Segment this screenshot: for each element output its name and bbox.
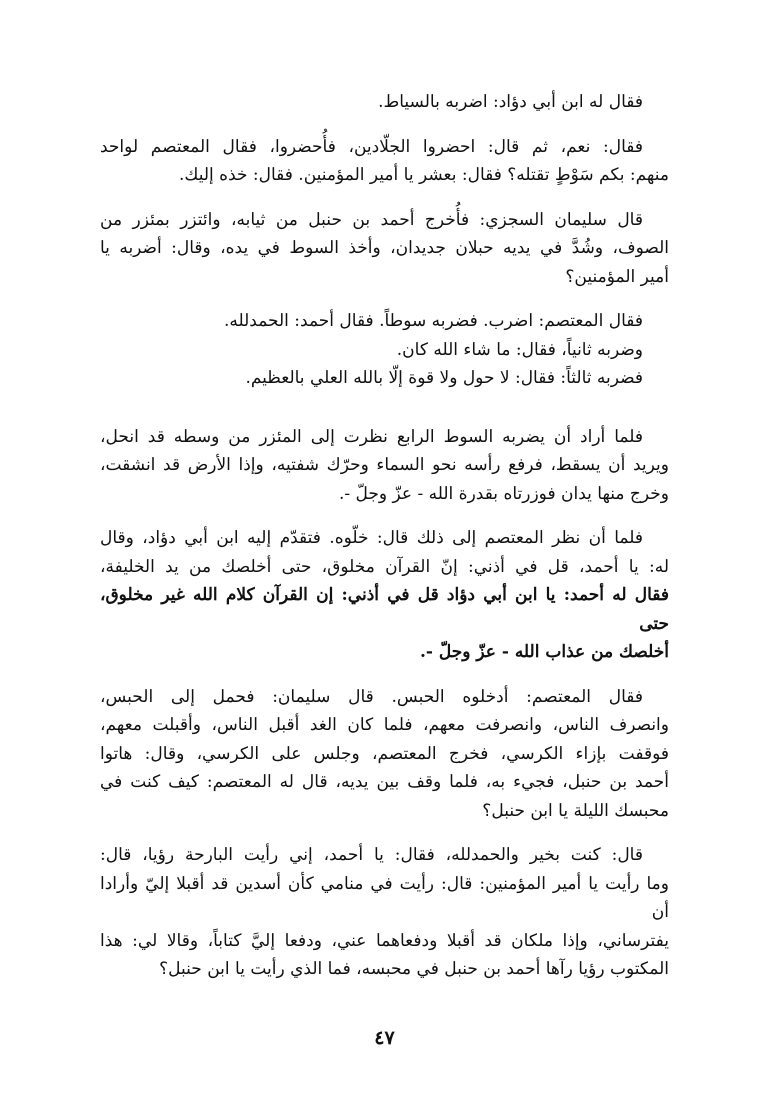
text-line: فضربه ثالثاً: فقال: لا حول ولا قوة إلّا بالله العلي بالعظيم. [245, 368, 643, 388]
text-line: فوقفت بإزاء الكرسي، فخرج المعتصم، وجلس على الكرسي، وقال: هاتوا [100, 743, 669, 764]
paragraph-2 [100, 133, 669, 190]
paragraph-5 [100, 423, 669, 509]
text-line: يفترساني، وإذا ملكان قد أقبلا ودفعاهما عني، ودفعا إليَّ كتاباً، وقالا لي: هذا [100, 930, 669, 951]
page-number: ٤٧ [374, 1027, 395, 1049]
text-line: وانصرف الناس، وانصرفت معهم، فلما كان الغد أقبل الناس، وأقبلت معهم، [100, 715, 669, 735]
text-line: وما رأيت يا أمير المؤمنين: قال: رأيت في منامي كأن أسدين قد أقبلا إليّ وأرادا أن [100, 873, 669, 922]
text-line: أمير المؤمنين؟ [565, 266, 669, 287]
spacer [100, 409, 669, 423]
text-line: فقال له ابن أبي دؤاد: اضربه بالسياط. [378, 92, 643, 112]
text-line: أخلصك من عذاب الله - عزّ وجلّ -. [420, 642, 669, 662]
paragraph-4 [100, 307, 669, 393]
text-line: فقال المعتصم: أدخلوه الحبس. قال سليمان: فحمل إلى الحبس، [100, 686, 643, 707]
bold-line [100, 581, 669, 638]
text-line: ويريد أن يسقط، فرفع رأسه نحو السماء وحرّك شفتيه، وإذا الأرض قد انشقت، [100, 455, 669, 475]
text-line: قال: كنت بخير والحمدلله، فقال: يا أحمد، إني رأيت البارحة رؤيا، قال: [100, 845, 643, 865]
bold-text: يا ابن أبي دؤاد قل في أذني: إن القرآن كلام الله غير مخلوق، حتى [100, 585, 669, 634]
text-line: منهم: بكم سَوْطٍ تقتله؟ فقال: بعشر يا أمير المؤمنين. فقال: خذه إليك. [179, 165, 669, 185]
text-line: محبسك الليلة يا ابن حنبل؟ [482, 800, 669, 821]
text-line: وخرج منها يدان فوزرتاه بقدرة الله - عزّ وجلّ -. [339, 483, 669, 504]
text-line: وضربه ثانياً، فقال: ما شاء الله كان. [396, 339, 643, 360]
text-line: فقال المعتصم: اضرب. فضربه سوطاً. فقال أحمد: الحمدلله. [223, 311, 643, 331]
paragraph-3 [100, 206, 669, 292]
text-line: المكتوب رؤيا رآها أحمد بن حنبل في محبسه، فما الذي رأيت يا ابن حنبل؟ [159, 959, 669, 979]
paragraph-1 [100, 88, 669, 117]
text-line: له: يا أحمد، قل في أذني: إنّ القرآن مخلوق، حتى أخلصك من يد الخليفة، [100, 556, 669, 577]
paragraph-8 [100, 841, 669, 984]
paragraph-6 [100, 524, 669, 667]
text-line: الصوف، وشُدَّ في يديه حبلان جديدان، وأخذ السوط في يده، وقال: أضربه يا [100, 238, 669, 258]
text-line: فلما أراد أن يضربه السوط الرابع نظرت إلى المئزر من وسطه قد انحل، [100, 426, 643, 447]
text-line: فقال: نعم، ثم قال: احضروا الجلّادين، فأُحضروا، فقال المعتصم لواحد [100, 136, 643, 157]
paragraph-7 [100, 683, 669, 826]
text-line: فلما أن نظر المعتصم إلى ذلك قال: خلّوه. فتقدّم إليه ابن أبي دؤاد، وقال [100, 528, 643, 548]
text-line: أحمد بن حنبل، فجيء به، فلما وقف بين يديه، قال له المعتصم: كيف كنت في [100, 772, 669, 792]
bold-lead: فقال له أحمد: [563, 585, 669, 605]
text-line: قال سليمان السجزي: فأُخرج أحمد بن حنبل من ثيابه، وائتزر بمئزر من [100, 209, 643, 230]
